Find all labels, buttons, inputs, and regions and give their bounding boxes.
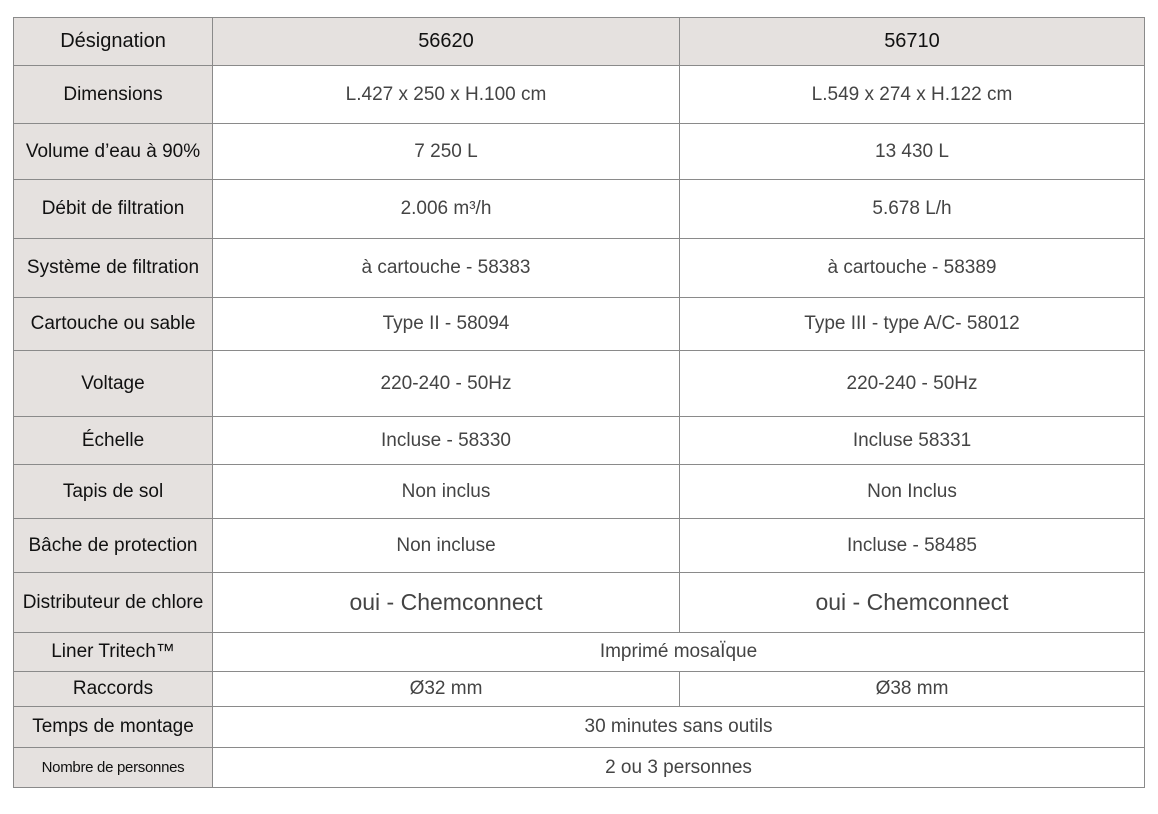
table-row xyxy=(14,573,1145,633)
cell-bache-56620: Non incluse xyxy=(213,519,680,573)
cell-dimensions-56620: L.427 x 250 x H.100 cm xyxy=(213,66,680,124)
row-label-personnes: Nombre de personnes xyxy=(14,748,213,788)
table-row xyxy=(14,239,1145,298)
cell-personnes: 2 ou 3 personnes xyxy=(213,748,1145,788)
table-row xyxy=(14,66,1145,124)
table-row xyxy=(14,707,1145,748)
cell-chlore-56710: oui - Chemconnect xyxy=(680,573,1145,633)
cell-tapis-56710: Non Inclus xyxy=(680,465,1145,519)
row-label-raccords: Raccords xyxy=(14,672,213,707)
cell-echelle-56620: Incluse - 58330 xyxy=(213,417,680,465)
table-row xyxy=(14,748,1145,788)
table-row xyxy=(14,465,1145,519)
cell-volume-56620: 7 250 L xyxy=(213,124,680,180)
table-row xyxy=(14,672,1145,707)
row-label-montage: Temps de montage xyxy=(14,707,213,748)
row-label-voltage: Voltage xyxy=(14,351,213,417)
row-label-cartouche: Cartouche ou sable xyxy=(14,298,213,351)
row-label-debit: Débit de filtration xyxy=(14,180,213,239)
cell-chlore-56620: oui - Chemconnect xyxy=(213,573,680,633)
row-label-systeme: Système de filtration xyxy=(14,239,213,298)
table-row xyxy=(14,351,1145,417)
table-row xyxy=(14,417,1145,465)
table-row xyxy=(14,180,1145,239)
designation-label: Désignation xyxy=(14,18,213,66)
cell-tapis-56620: Non inclus xyxy=(213,465,680,519)
cell-dimensions-56710: L.549 x 274 x H.122 cm xyxy=(680,66,1145,124)
row-label-echelle: Échelle xyxy=(14,417,213,465)
row-label-liner: Liner Tritech™ xyxy=(14,633,213,672)
cell-raccords-56710: Ø38 mm xyxy=(680,672,1145,707)
table-row xyxy=(14,298,1145,351)
cell-cartouche-56620: Type II - 58094 xyxy=(213,298,680,351)
cell-voltage-56620: 220-240 - 50Hz xyxy=(213,351,680,417)
row-label-bache: Bâche de protection xyxy=(14,519,213,573)
spec-table xyxy=(13,17,1145,788)
table-row xyxy=(14,124,1145,180)
cell-debit-56710: 5.678 L/h xyxy=(680,180,1145,239)
cell-montage: 30 minutes sans outils xyxy=(213,707,1145,748)
cell-volume-56710: 13 430 L xyxy=(680,124,1145,180)
model-56710-header: 56710 xyxy=(680,18,1145,66)
header-row xyxy=(14,18,1145,66)
cell-voltage-56710: 220-240 - 50Hz xyxy=(680,351,1145,417)
cell-raccords-56620: Ø32 mm xyxy=(213,672,680,707)
model-56620-header: 56620 xyxy=(213,18,680,66)
cell-bache-56710: Incluse - 58485 xyxy=(680,519,1145,573)
row-label-chlore: Distributeur de chlore xyxy=(14,573,213,633)
row-label-dimensions: Dimensions xyxy=(14,66,213,124)
cell-systeme-56710: à cartouche - 58389 xyxy=(680,239,1145,298)
row-label-tapis: Tapis de sol xyxy=(14,465,213,519)
row-label-volume: Volume d’eau à 90% xyxy=(14,124,213,180)
cell-liner: Imprimé mosaÏque xyxy=(213,633,1145,672)
cell-echelle-56710: Incluse 58331 xyxy=(680,417,1145,465)
cell-debit-56620: 2.006 m³/h xyxy=(213,180,680,239)
cell-systeme-56620: à cartouche - 58383 xyxy=(213,239,680,298)
table-row xyxy=(14,633,1145,672)
table-row xyxy=(14,519,1145,573)
cell-cartouche-56710: Type III - type A/C- 58012 xyxy=(680,298,1145,351)
